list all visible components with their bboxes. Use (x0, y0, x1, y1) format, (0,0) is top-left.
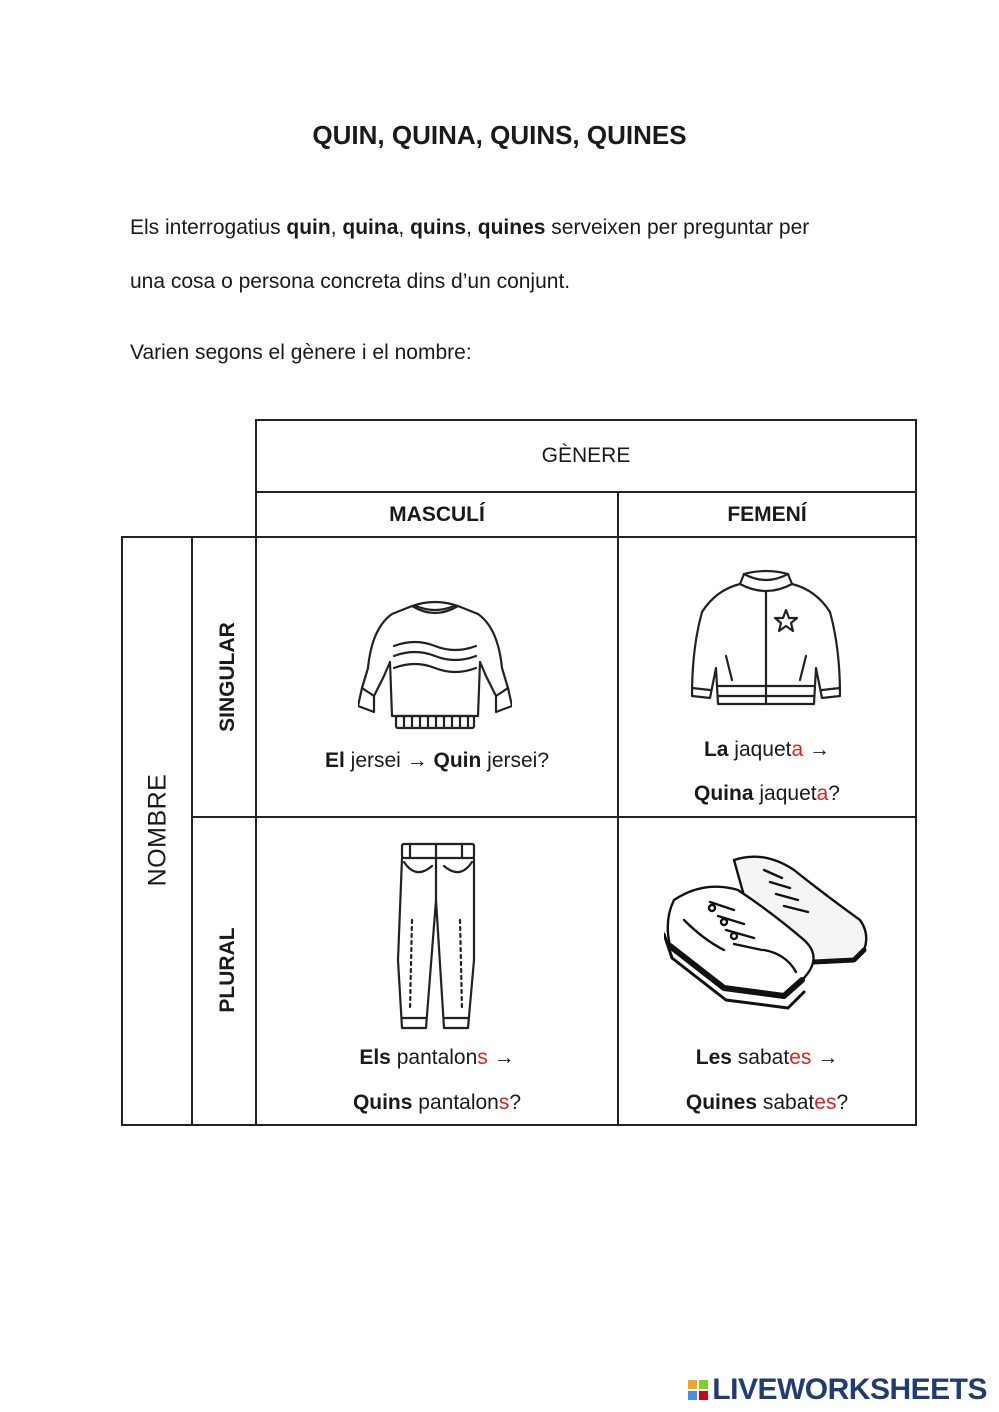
separator: , (398, 216, 411, 239)
noun-stem: sabat (731, 1046, 790, 1069)
caption-plural-masculine-1 (256, 1046, 618, 1070)
word-quins: quins (410, 216, 467, 239)
pants-icon (396, 840, 480, 1034)
noun-ending: a (816, 782, 829, 805)
logo-square (699, 1380, 708, 1389)
header-plural: PLURAL (216, 927, 239, 1013)
arrow: → (811, 1046, 839, 1069)
word-quina: quina (342, 216, 399, 239)
intro-line-3: Varien segons el gènere i el nombre: (130, 341, 472, 364)
table-line (617, 491, 619, 1126)
question-word: Quins (352, 1091, 413, 1114)
sweater-icon (358, 598, 512, 732)
noun-stem: jaquet (728, 738, 792, 761)
sneakers-icon (664, 850, 870, 1012)
noun-ending: a (791, 738, 804, 761)
noun: jersei? (481, 749, 550, 772)
intro-line-2: una cosa o persona concreta dins d’un conjunt. (130, 270, 571, 293)
noun-ending: s (498, 1091, 510, 1114)
header-femeni: FEMENÍ (727, 503, 807, 526)
question-word: Quines (685, 1091, 758, 1114)
caption-plural-feminine-1 (618, 1046, 916, 1070)
question-word: Quin (433, 749, 482, 772)
caption-plural-masculine-2 (256, 1091, 618, 1115)
table-line (121, 536, 917, 538)
table-line (191, 536, 193, 1126)
header-genere: GÈNERE (541, 444, 631, 467)
logo-text: LIVEWORKSHEETS (712, 1373, 987, 1406)
noun: jersei → (344, 749, 434, 772)
word-quines: quines (477, 216, 546, 239)
noun-ending: es (814, 1091, 837, 1114)
table-line (255, 419, 917, 421)
article: Les (695, 1046, 732, 1069)
table-line (121, 1124, 917, 1126)
caption-singular-feminine-2 (618, 782, 916, 806)
caption-singular-masculine (256, 749, 618, 773)
noun-stem: jaquet (753, 782, 817, 805)
noun-stem: pantalon (412, 1091, 499, 1114)
separator: , (330, 216, 343, 239)
caption-singular-feminine-1 (618, 738, 916, 762)
intro-line-1 (130, 216, 809, 240)
header-singular: SINGULAR (216, 622, 239, 732)
jacket-icon (688, 568, 844, 716)
noun-ending: es (789, 1046, 812, 1069)
page-title: QUIN, QUINA, QUINS, QUINES (312, 120, 687, 150)
table-line (191, 816, 917, 818)
caption-plural-feminine-2 (618, 1091, 916, 1115)
arrow: → (803, 738, 831, 761)
separator: , (466, 216, 478, 239)
question-mark: ? (836, 1091, 849, 1114)
word-quin: quin (286, 216, 331, 239)
noun-stem: pantalon (390, 1046, 478, 1069)
article: La (703, 738, 729, 761)
logo-mark-icon (688, 1380, 708, 1400)
logo-square (688, 1391, 697, 1400)
question-word: Quina (694, 782, 754, 805)
question-mark: ? (509, 1091, 522, 1114)
logo-square (688, 1380, 697, 1389)
table-line (255, 491, 917, 493)
noun-stem: sabat (757, 1091, 815, 1114)
article: Els (359, 1046, 391, 1069)
article: El (324, 749, 345, 772)
intro-text: serveixen per preguntar per (545, 216, 810, 239)
logo-square (699, 1391, 708, 1400)
liveworksheets-logo (688, 1373, 987, 1407)
noun-ending: s (477, 1046, 488, 1069)
arrow: → (487, 1046, 515, 1069)
question-mark: ? (828, 782, 840, 805)
header-masculi: MASCULÍ (389, 503, 485, 526)
table-line (121, 536, 123, 1126)
header-nombre: NOMBRE (143, 773, 172, 887)
intro-text: Els interrogatius (130, 216, 287, 239)
